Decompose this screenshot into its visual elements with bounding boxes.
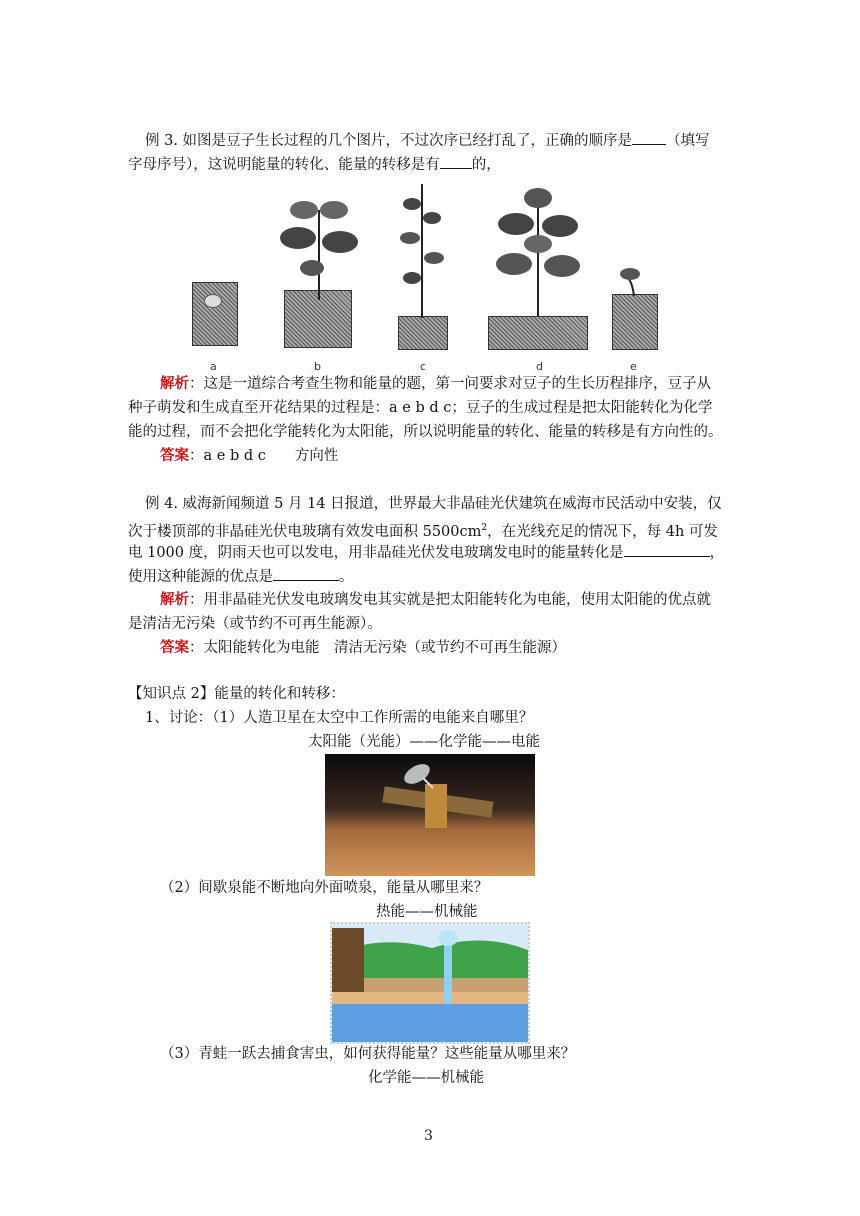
- kp2-answer-1: 太阳能（光能）——化学能——电能: [308, 734, 540, 750]
- page-number: 3: [424, 1128, 433, 1144]
- plant-label-b: b: [314, 360, 321, 373]
- seed-icon: [204, 294, 222, 308]
- ex3-analysis-line1: 解析：这是一道综合考查生物和能量的题，第一问要求对豆子的生长历程排序，豆子从: [160, 375, 711, 392]
- ex3-analysis-line3: 能的过程，而不会把化学能转化为太阳能，所以说明能量的转化、能量的转移是有方向性的。: [128, 424, 723, 440]
- bean-growth-figure: [190, 176, 670, 376]
- answer-blank-3: [624, 542, 710, 557]
- plant-d-soil: [488, 316, 588, 350]
- answer-blank-4: [273, 566, 339, 581]
- answer-blank-1: [632, 130, 666, 145]
- answer-blank-2: [440, 154, 472, 169]
- satellite-image: [325, 754, 535, 876]
- plant-c-soil: [398, 316, 448, 350]
- plant-e-icon: [616, 266, 652, 296]
- ex4-answer: 答案：太阳能转化为电能 清洁无污染（或节约不可再生能源）: [160, 639, 566, 656]
- satellite-icon: [325, 754, 535, 876]
- kp2-answer-2: 热能——机械能: [376, 904, 478, 920]
- kp2-answer-3: 化学能——机械能: [368, 1070, 484, 1086]
- plant-a-soil: [192, 282, 238, 346]
- ex4-question-line1: 例 4. 威海新闻频道 5 月 14 日报道，世界最大非晶硅光伏建筑在威海市民活动中安装，仅: [145, 496, 722, 512]
- ex4-question-line2: 次于楼顶部的非晶硅光伏电玻璃有效发电面积 $5500cm^2$，在光线充足的情况下，每 4h 可发: [128, 523, 718, 540]
- plant-c-icon: [396, 178, 448, 318]
- geyser-icon: [332, 924, 528, 1042]
- ex4-question-line4: 使用这种能源的优点是 。: [128, 566, 354, 587]
- plant-d-icon: [494, 180, 582, 316]
- geyser-image: [330, 922, 530, 1044]
- ex3-question-line1: 例 3. 如图是豆子生长过程的几个图片，不过次序已经打乱了，正确的顺序是 （填写: [145, 130, 710, 151]
- ex3-question-line2: 字母序号），这说明能量的转化、能量的转移是有 的，: [128, 154, 501, 175]
- ex4-analysis-line2: 是清洁无污染（或节约不可再生能源）。: [128, 616, 382, 632]
- plant-label-c: c: [420, 360, 427, 373]
- plant-label-d: d: [536, 360, 543, 373]
- plant-label-a: a: [210, 360, 217, 373]
- kp2-question-1: 1、讨论：（1）人造卫星在太空中工作所需的电能来自哪里？: [145, 710, 534, 726]
- ex4-question-line3: 电 1000 度，阴雨天也可以发电，用非晶硅光伏发电玻璃发电时的能量转化是 ，: [128, 542, 724, 563]
- kp2-question-3: （3）青蛙一跃去捕食害虫，如何获得能量？这些能量从哪里来？: [160, 1046, 576, 1062]
- kp2-question-2: （2）间歇泉能不断地向外面喷泉，能量从哪里来？: [160, 880, 489, 896]
- ex4-analysis-line1: 解析：用非晶硅光伏发电玻璃发电其实就是把太阳能转化为电能，使用太阳能的优点就: [160, 591, 711, 608]
- kp2-title: 【知识点 2】能量的转化和转移：: [128, 686, 345, 702]
- plant-label-e: e: [630, 360, 637, 373]
- plant-e-soil: [612, 294, 658, 350]
- ex3-analysis-line2: 种子萌发和生成直至开花结果的过程是：a e b d c；豆子的生成过程是把太阳能转化为化学: [128, 400, 713, 416]
- plant-b-icon: [274, 190, 364, 300]
- ex3-answer: 答案：a e b d c 方向性: [160, 447, 339, 464]
